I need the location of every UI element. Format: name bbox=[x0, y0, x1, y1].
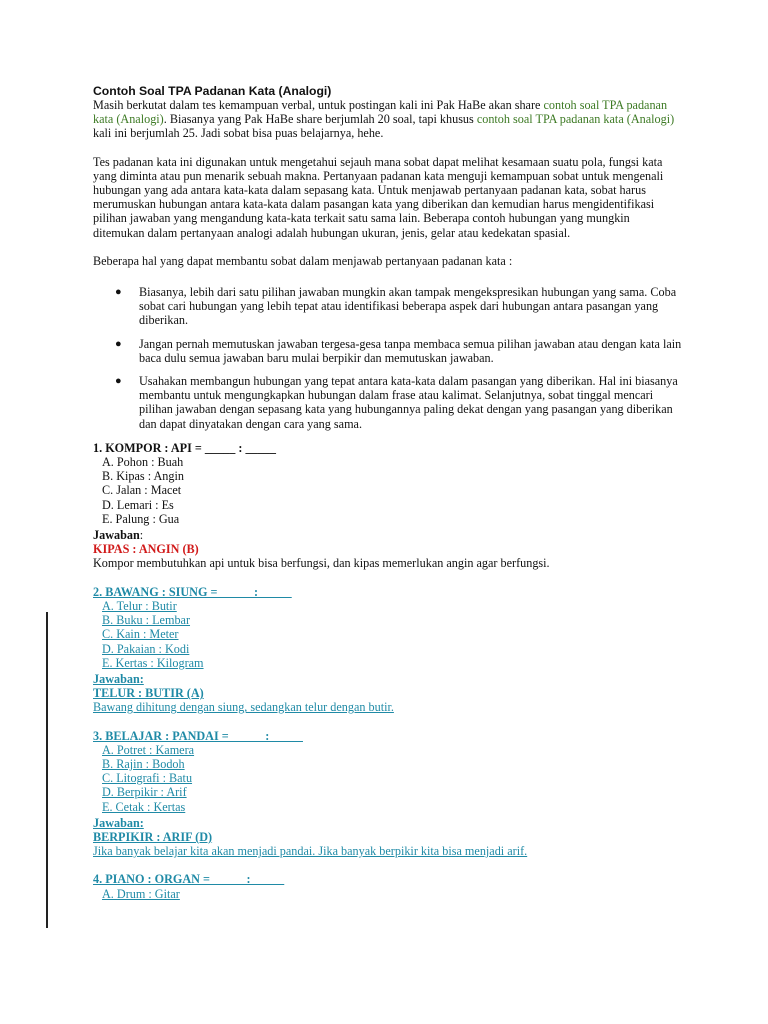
question-options bbox=[93, 887, 683, 901]
option-item[interactable]: B. Buku : Lembar bbox=[102, 613, 191, 628]
list-item-text: Jangan pernah memutuskan jawaban tergesa-gesa tanpa membaca semua pilihan jawaban atau dengan kata lain baca dulu semua jawaban baru mulai berpikir dan memutuskan jawaban. bbox=[139, 336, 682, 365]
answer-explanation[interactable]: Jika banyak belajar kita akan menjadi pandai. Jika banyak berpikir kita bisa menjadi arif. bbox=[93, 844, 528, 859]
question-options bbox=[93, 455, 683, 526]
question-options bbox=[93, 599, 683, 670]
intro-text-2: . Biasanya yang Pak HaBe share berjumlah 20 soal, tapi khusus bbox=[163, 112, 477, 127]
answer-text: KIPAS : ANGIN (B) bbox=[93, 542, 199, 557]
tips-list bbox=[93, 285, 683, 431]
option-item: B. Kipas : Angin bbox=[102, 469, 184, 484]
option-item: C. Jalan : Macet bbox=[102, 483, 182, 498]
question-title[interactable]: 3. BELAJAR : PANDAI = _____ : _____ bbox=[93, 728, 303, 743]
answer-text[interactable]: BERPIKIR : ARIF (D) bbox=[93, 829, 213, 844]
question-4 bbox=[93, 872, 683, 900]
answer-label: Jawaban bbox=[93, 528, 140, 543]
left-margin-bar bbox=[46, 612, 48, 928]
option-item[interactable]: D. Pakaian : Kodi bbox=[102, 641, 190, 656]
intro-paragraph bbox=[93, 98, 683, 141]
answer-label[interactable]: Jawaban: bbox=[93, 815, 144, 830]
bullet-icon: ● bbox=[115, 375, 122, 388]
option-item[interactable]: D. Berpikir : Arif bbox=[102, 785, 187, 800]
bullet-icon: ● bbox=[115, 337, 122, 350]
option-item[interactable]: E. Cetak : Kertas bbox=[102, 799, 186, 814]
answer-label-row bbox=[93, 528, 683, 542]
intro-link-2[interactable]: contoh soal TPA padanan kata (Analogi) bbox=[476, 112, 675, 127]
document-page bbox=[93, 84, 683, 901]
paragraph-3: Beberapa hal yang dapat membantu sobat dalam menjawab pertanyaan padanan kata : bbox=[93, 253, 513, 268]
answer-label[interactable]: Jawaban: bbox=[93, 671, 144, 686]
question-2 bbox=[93, 585, 683, 715]
list-item-text: Usahakan membangun hubungan yang tepat antara kata-kata dalam pasangan yang diberikan. Hal ini biasanya membantu untuk mengungkapkan hubungan dalam frase atau kalimat. Selanjutnya, sobat tinggal mencari pilihan jawaban dengan sepasang kata yang hubungannya paling dekat dengan yang pasangan yang diberikan dan dapat dinyatakan dengan cara yang sama. bbox=[139, 374, 678, 431]
question-1 bbox=[93, 441, 683, 571]
answer-text[interactable]: TELUR : BUTIR (A) bbox=[93, 686, 204, 701]
question-3 bbox=[93, 729, 683, 859]
option-item: D. Lemari : Es bbox=[102, 497, 174, 512]
option-item[interactable]: A. Drum : Gitar bbox=[102, 886, 180, 901]
intro-text-3: kali ini berjumlah 25. Jadi sobat bisa puas belajarnya, hehe. bbox=[93, 126, 384, 141]
answer-explanation[interactable]: Bawang dihitung dengan siung, sedangkan telur dengan butir. bbox=[93, 700, 394, 715]
answer-colon: : bbox=[139, 528, 144, 543]
list-item-text: Biasanya, lebih dari satu pilihan jawaban mungkin akan tampak mengekspresikan hubungan yang sama. Coba sobat cari hubungan yang lebih tepat atau identifikasi beberapa aspek dari hubungan antara pasangan yang diberikan. bbox=[139, 285, 677, 328]
option-item: E. Palung : Gua bbox=[102, 511, 180, 526]
list-item bbox=[93, 374, 683, 431]
list-item bbox=[93, 337, 683, 365]
question-options bbox=[93, 743, 683, 814]
question-title[interactable]: 2. BAWANG : SIUNG = _____ : _____ bbox=[93, 584, 292, 599]
option-item[interactable]: E. Kertas : Kilogram bbox=[102, 655, 204, 670]
bullet-icon: ● bbox=[115, 286, 122, 299]
option-item[interactable]: C. Litografi : Batu bbox=[102, 771, 193, 786]
question-title[interactable]: 4. PIANO : ORGAN = _____ : _____ bbox=[93, 872, 285, 887]
paragraph-2: Tes padanan kata ini digunakan untuk mengetahui sejauh mana sobat dapat melihat kesamaan suatu pola, fungsi kata yang diminta atau pun menarik sebuah makna. Pertanyaan padanan kata menguji kemampuan sobat untuk mengenali hubungan yang ada antara kata-kata dalam sepasang kata. Untuk menjawab pertanyaan padanan kata, sobat harus merumuskan hubungan antara kata-kata dalam pasangan kata yang diberikan dan kemudian harus mengidentifikasi pilihan jawaban yang mengandung kata-kata terkait satu sama lain. Beberapa contoh hubungan yang mungkin ditemukan dalam pertanyaan analogi adalah hubungan ukuran, jenis, gelar atau kedekatan spasial. bbox=[93, 154, 664, 240]
option-item[interactable]: A. Telur : Butir bbox=[102, 598, 177, 613]
question-title: 1. KOMPOR : API = _____ : _____ bbox=[93, 440, 276, 455]
intro-text-1: Masih berkutat dalam tes kemampuan verbal, untuk postingan kali ini Pak HaBe akan share bbox=[93, 98, 544, 112]
intro-link-1[interactable]: contoh soal TPA padanan kata (Analogi) bbox=[93, 98, 668, 127]
option-item[interactable]: A. Potret : Kamera bbox=[102, 742, 195, 757]
list-item bbox=[93, 285, 683, 328]
option-item: A. Pohon : Buah bbox=[102, 455, 184, 470]
page-title: Contoh Soal TPA Padanan Kata (Analogi) bbox=[93, 84, 332, 98]
answer-explanation: Kompor membutuhkan api untuk bisa berfungsi, dan kipas memerlukan angin agar berfungsi. bbox=[93, 556, 550, 571]
option-item[interactable]: C. Kain : Meter bbox=[102, 627, 179, 642]
option-item[interactable]: B. Rajin : Bodoh bbox=[102, 756, 185, 771]
